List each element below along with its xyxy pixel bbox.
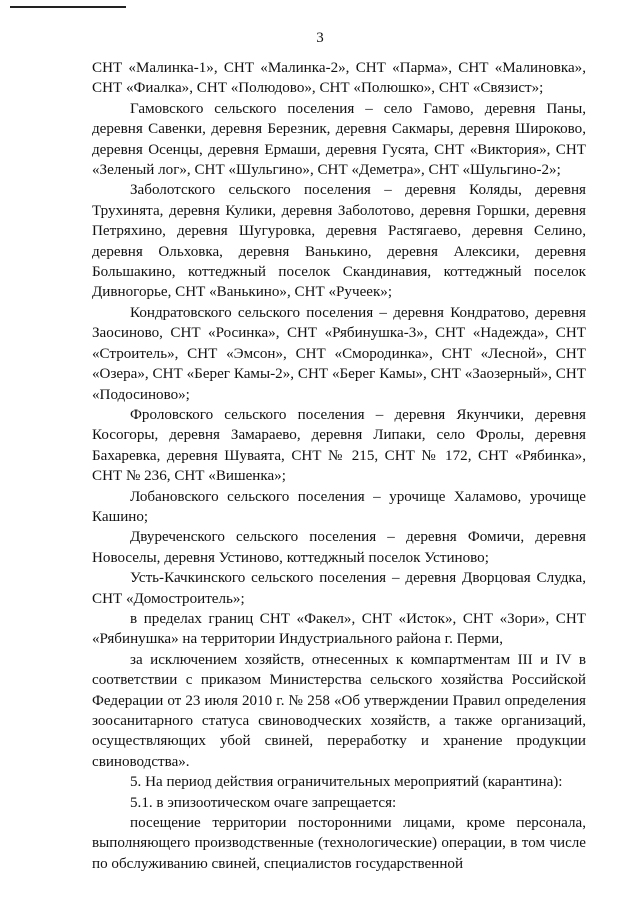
paragraph: 5.1. в эпизоотическом очаге запрещается: xyxy=(130,794,397,811)
top-rule xyxy=(10,6,126,8)
paragraph: 5. На период действия ограничительных мероприятий (карантина): xyxy=(130,774,563,791)
page-number: 3 xyxy=(316,30,324,46)
paragraph: в пределах границ СНТ «Факел», СНТ «Исток», СНТ «Зори», СНТ «Рябинушка» на территории Индустриального района г. Перми, xyxy=(92,610,586,648)
paragraph: Двуреченского сельского поселения – деревня Фомичи, деревня Новоселы, деревня Устиново, коттеджный поселок Устиново; xyxy=(92,529,586,566)
paragraph: СНТ «Малинка-1», СНТ «Малинка-2», СНТ «Парма», СНТ «Малиновка», СНТ «Фиалка», СНТ «Полюдово», СНТ «Полюшко», СНТ «Связист»; xyxy=(92,60,586,97)
paragraph: посещение территории посторонними лицами, кроме персонала, выполняющего производственные (технологические) операции, в том числе по обслуживанию свиней, специалистов государственной xyxy=(92,815,586,872)
paragraph: Гамовского сельского поселения – село Гамово, деревня Паны, деревня Савенки, деревня Березник, деревня Сакмары, деревня Широково, деревня Осенцы, деревня Ермаши, деревня Гусята, СНТ «Виктория», СНТ «Зеленый лог», СНТ «Шульгино», СНТ «Деметра», СНТ «Шульгино-2»; xyxy=(92,100,586,179)
paragraph: за исключением хозяйств, отнесенных к компартментам III и IV в соответствии с приказом Министерства сельского хозяйства Российской Федерации от 23 июля 2010 г. № 258 «Об утверждении Правил определения зоосанитарного статуса свиноводческих хозяйств, а также организаций, осуществляющих убой свиней, переработку и хранение продукции свиноводства». xyxy=(92,651,586,770)
paragraph: Фроловского сельского поселения – деревня Якунчики, деревня Косогоры, деревня Замараево, деревня Липаки, село Фролы, деревня Бахаревка, деревня Шуваята, СНТ № 215, СНТ № 172, СНТ «Рябинка», СНТ № 236, СНТ «Вишенка»; xyxy=(92,406,586,485)
paragraph: Кондратовского сельского поселения – деревня Кондратово, деревня Заосиново, СНТ «Росинка», СНТ «Рябинушка-3», СНТ «Надежда», СНТ «Строитель», СНТ «Эмсон», СНТ «Смородинка», СНТ «Лесной», СНТ «Озера», СНТ «Берег Камы-2», СНТ «Берег Камы», СНТ «Заозерный», СНТ «Подосиново»; xyxy=(92,304,586,403)
document-body xyxy=(92,58,586,874)
paragraph: Лобановского сельского поселения – урочище Халамово, урочище Кашино; xyxy=(92,488,586,525)
paragraph: Усть-Качкинского сельского поселения – деревня Дворцовая Слудка, СНТ «Домостроитель»; xyxy=(92,570,586,607)
paragraph: Заболотского сельского поселения – деревня Коляды, деревня Трухинята, деревня Кулики, деревня Заболотово, деревня Горшки, деревня Петряхино, деревня Шугуровка, деревня Растягаево, деревня Селино, деревня Ольховка, деревня Ванькино, деревня Алексики, деревня Большакино, коттеджный поселок Скандинавия, коттеджный поселок Дивногорье, СНТ «Ванькино», СНТ «Ручеек»; xyxy=(92,182,586,301)
